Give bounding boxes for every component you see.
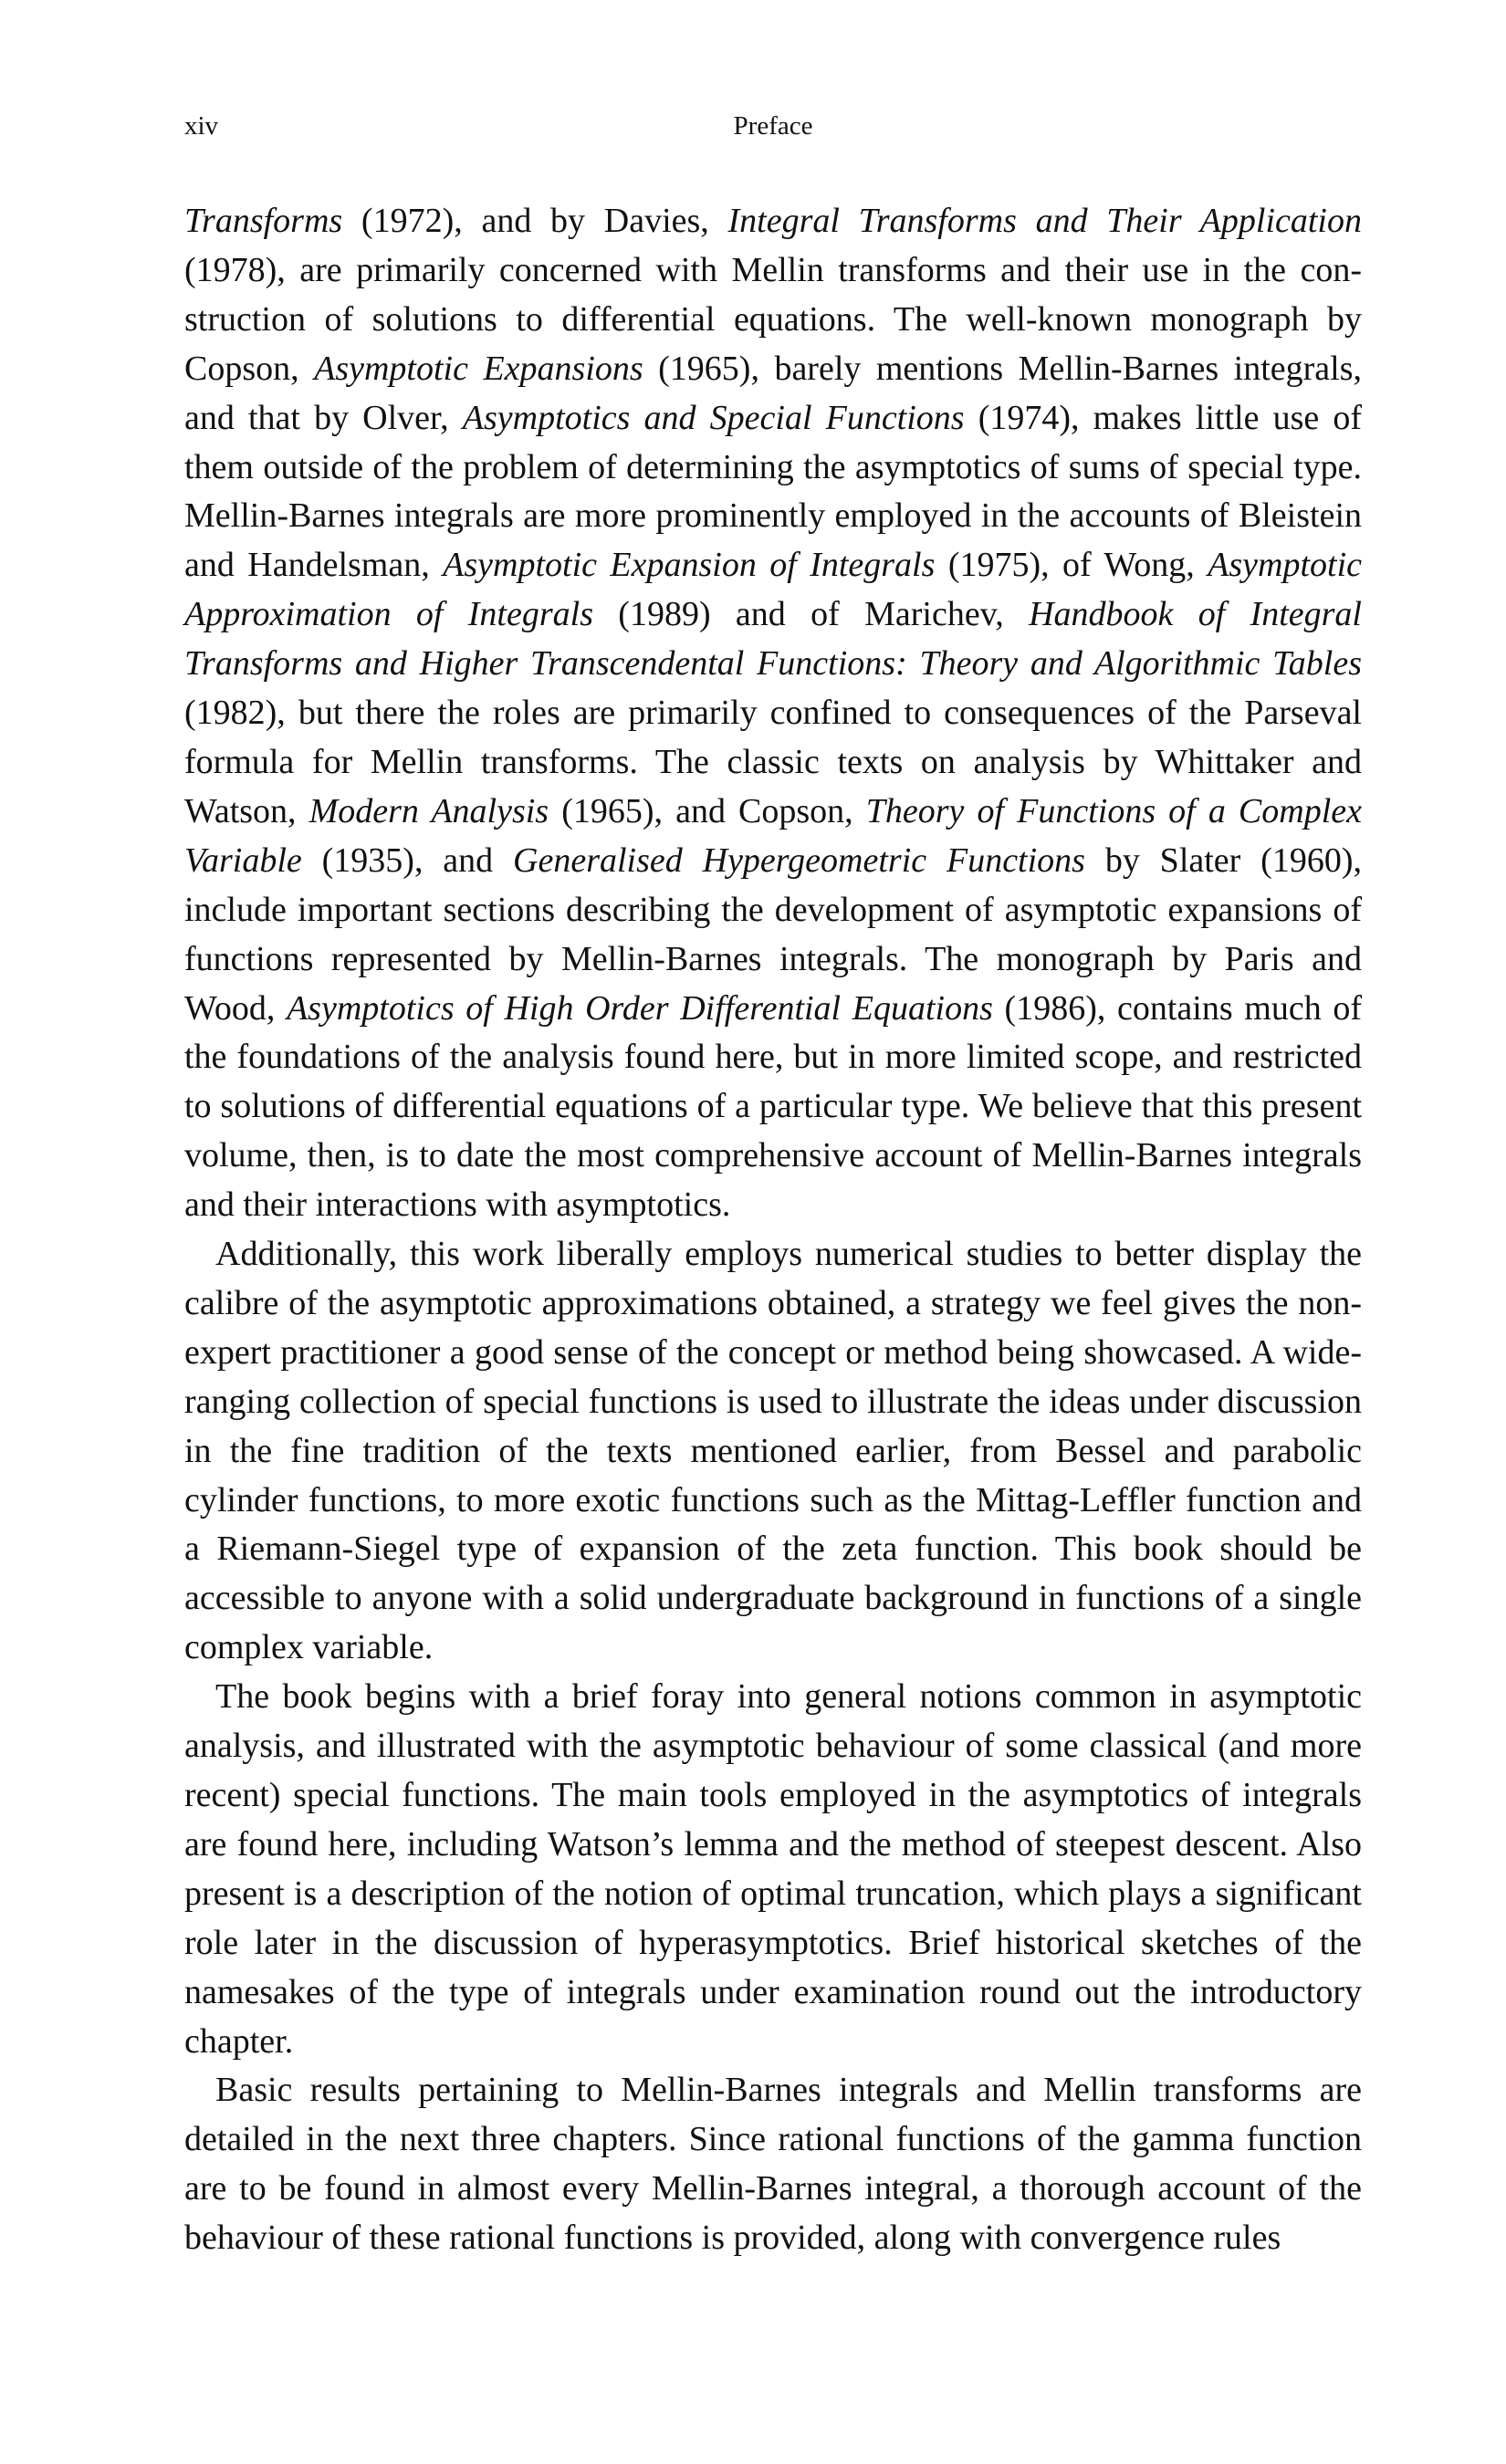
text-run: (1989) and of Marichev, bbox=[592, 595, 1030, 634]
book-title: Asymptotics of High Order Differential Equations bbox=[286, 988, 993, 1028]
book-title: Handbook of Integral Transforms and Higher Transcendental Functions: Theory and Algorithmic Tables bbox=[184, 595, 1362, 684]
text-run: (1972), and by Davies, bbox=[342, 202, 728, 240]
book-title: Integral Transforms and Their Application bbox=[727, 202, 1362, 240]
book-title: Asymptotic Expansions bbox=[314, 349, 643, 388]
book-title: Generalised Hypergeometric Functions bbox=[513, 840, 1085, 880]
text-run: by Slater (1960), include important sections describing the development of asymptotic expansions of functions represented by Mellin-Barnes integrals. The monograph by Paris and Wood, bbox=[184, 840, 1362, 1028]
text-run: (1978), are primarily concerned with Mellin transforms and their use in the construction of solutions to differential equations. The well-known monograph by Copson, bbox=[184, 250, 1362, 388]
text-run: (1975), of Wong, bbox=[935, 546, 1208, 585]
text-run: (1935), and bbox=[301, 840, 514, 880]
text-run: (1965), and Copson, bbox=[549, 791, 866, 830]
text-run: (1986), contains much of the foundations of the analysis found here, but in more limited scope, and restricted to solutions of differential equations of a particular type. We believe that this present volume, then, is to date the most comprehensive account of Mellin-Barnes integrals and their interactions with asymptotics. bbox=[184, 988, 1362, 1225]
book-title: Asymptotic Expansion of Integrals bbox=[443, 546, 936, 585]
paragraph-2: Additionally, this work liberally employs numerical studies to better display the calibre of the asymptotic approximations obtained, a strategy we feel gives the non-expert practitioner a good sense of the concept or method being showcased. A wide-ranging collection of special functions is used to illustrate the ideas under discussion in the fine tradition of the texts mentioned earlier, from Bessel and parabolic cylinder functions, to more exotic functions such as the Mittag-Leffler function and a Riemann-Siegel type of expansion of the zeta function. This book should be accessible to anyone with a solid undergraduate background in functions of a single complex variable. bbox=[184, 1235, 1362, 1667]
running-title: Preface bbox=[733, 111, 813, 141]
text-run: (1982), but there the roles are primarily confined to consequences of the Parseval formula for Mellin transforms. The classic texts on analysis by Whittaker and Watson, bbox=[184, 694, 1362, 830]
paragraph-4: Basic results pertaining to Mellin-Barnes integrals and Mellin transforms are detailed in the next three chapters. Since rational functions of the gamma function are to be found in almost every Mellin-Barnes integral, a thorough account of the behaviour of these rational functions is provided, along with convergence rules bbox=[184, 2071, 1362, 2258]
running-head bbox=[184, 108, 1362, 144]
text-run: (1965), barely mentions Mellin-Barnes integrals, and that by Olver, bbox=[184, 349, 1363, 437]
paragraph-1 bbox=[184, 197, 1362, 1230]
text-run: (1974), makes little use of them outside of the problem of determining the asymptotics of sums of special type. Mellin-Barnes integrals are more prominently employed in the accounts of Bleistein and Handelsman, bbox=[184, 398, 1362, 585]
book-title: Transforms bbox=[184, 202, 343, 240]
page-number: xiv bbox=[184, 111, 219, 141]
book-title: Modern Analysis bbox=[309, 791, 549, 830]
paragraph-3: The book begins with a brief foray into general notions common in asymptotic analysis, and illustrated with the asymptotic behaviour of some classical (and more recent) special functions. The main tools employed in the asymptotics of integrals are found here, including Watson’s lemma and the method of steepest descent. Also present is a description of the notion of optimal truncation, which plays a significant role later in the discussion of hyperasymptotics. Brief historical sketches of the namesakes of the type of integrals under examination round out the introductory chapter. bbox=[184, 1677, 1362, 2061]
book-title: Theory of Functions of a Complex Variable bbox=[184, 791, 1362, 880]
book-title: Asymptotics and Special Functions bbox=[462, 398, 965, 437]
body-text bbox=[184, 197, 1362, 2263]
book-title: Asymptotic Approximation of Integrals bbox=[184, 546, 1362, 634]
